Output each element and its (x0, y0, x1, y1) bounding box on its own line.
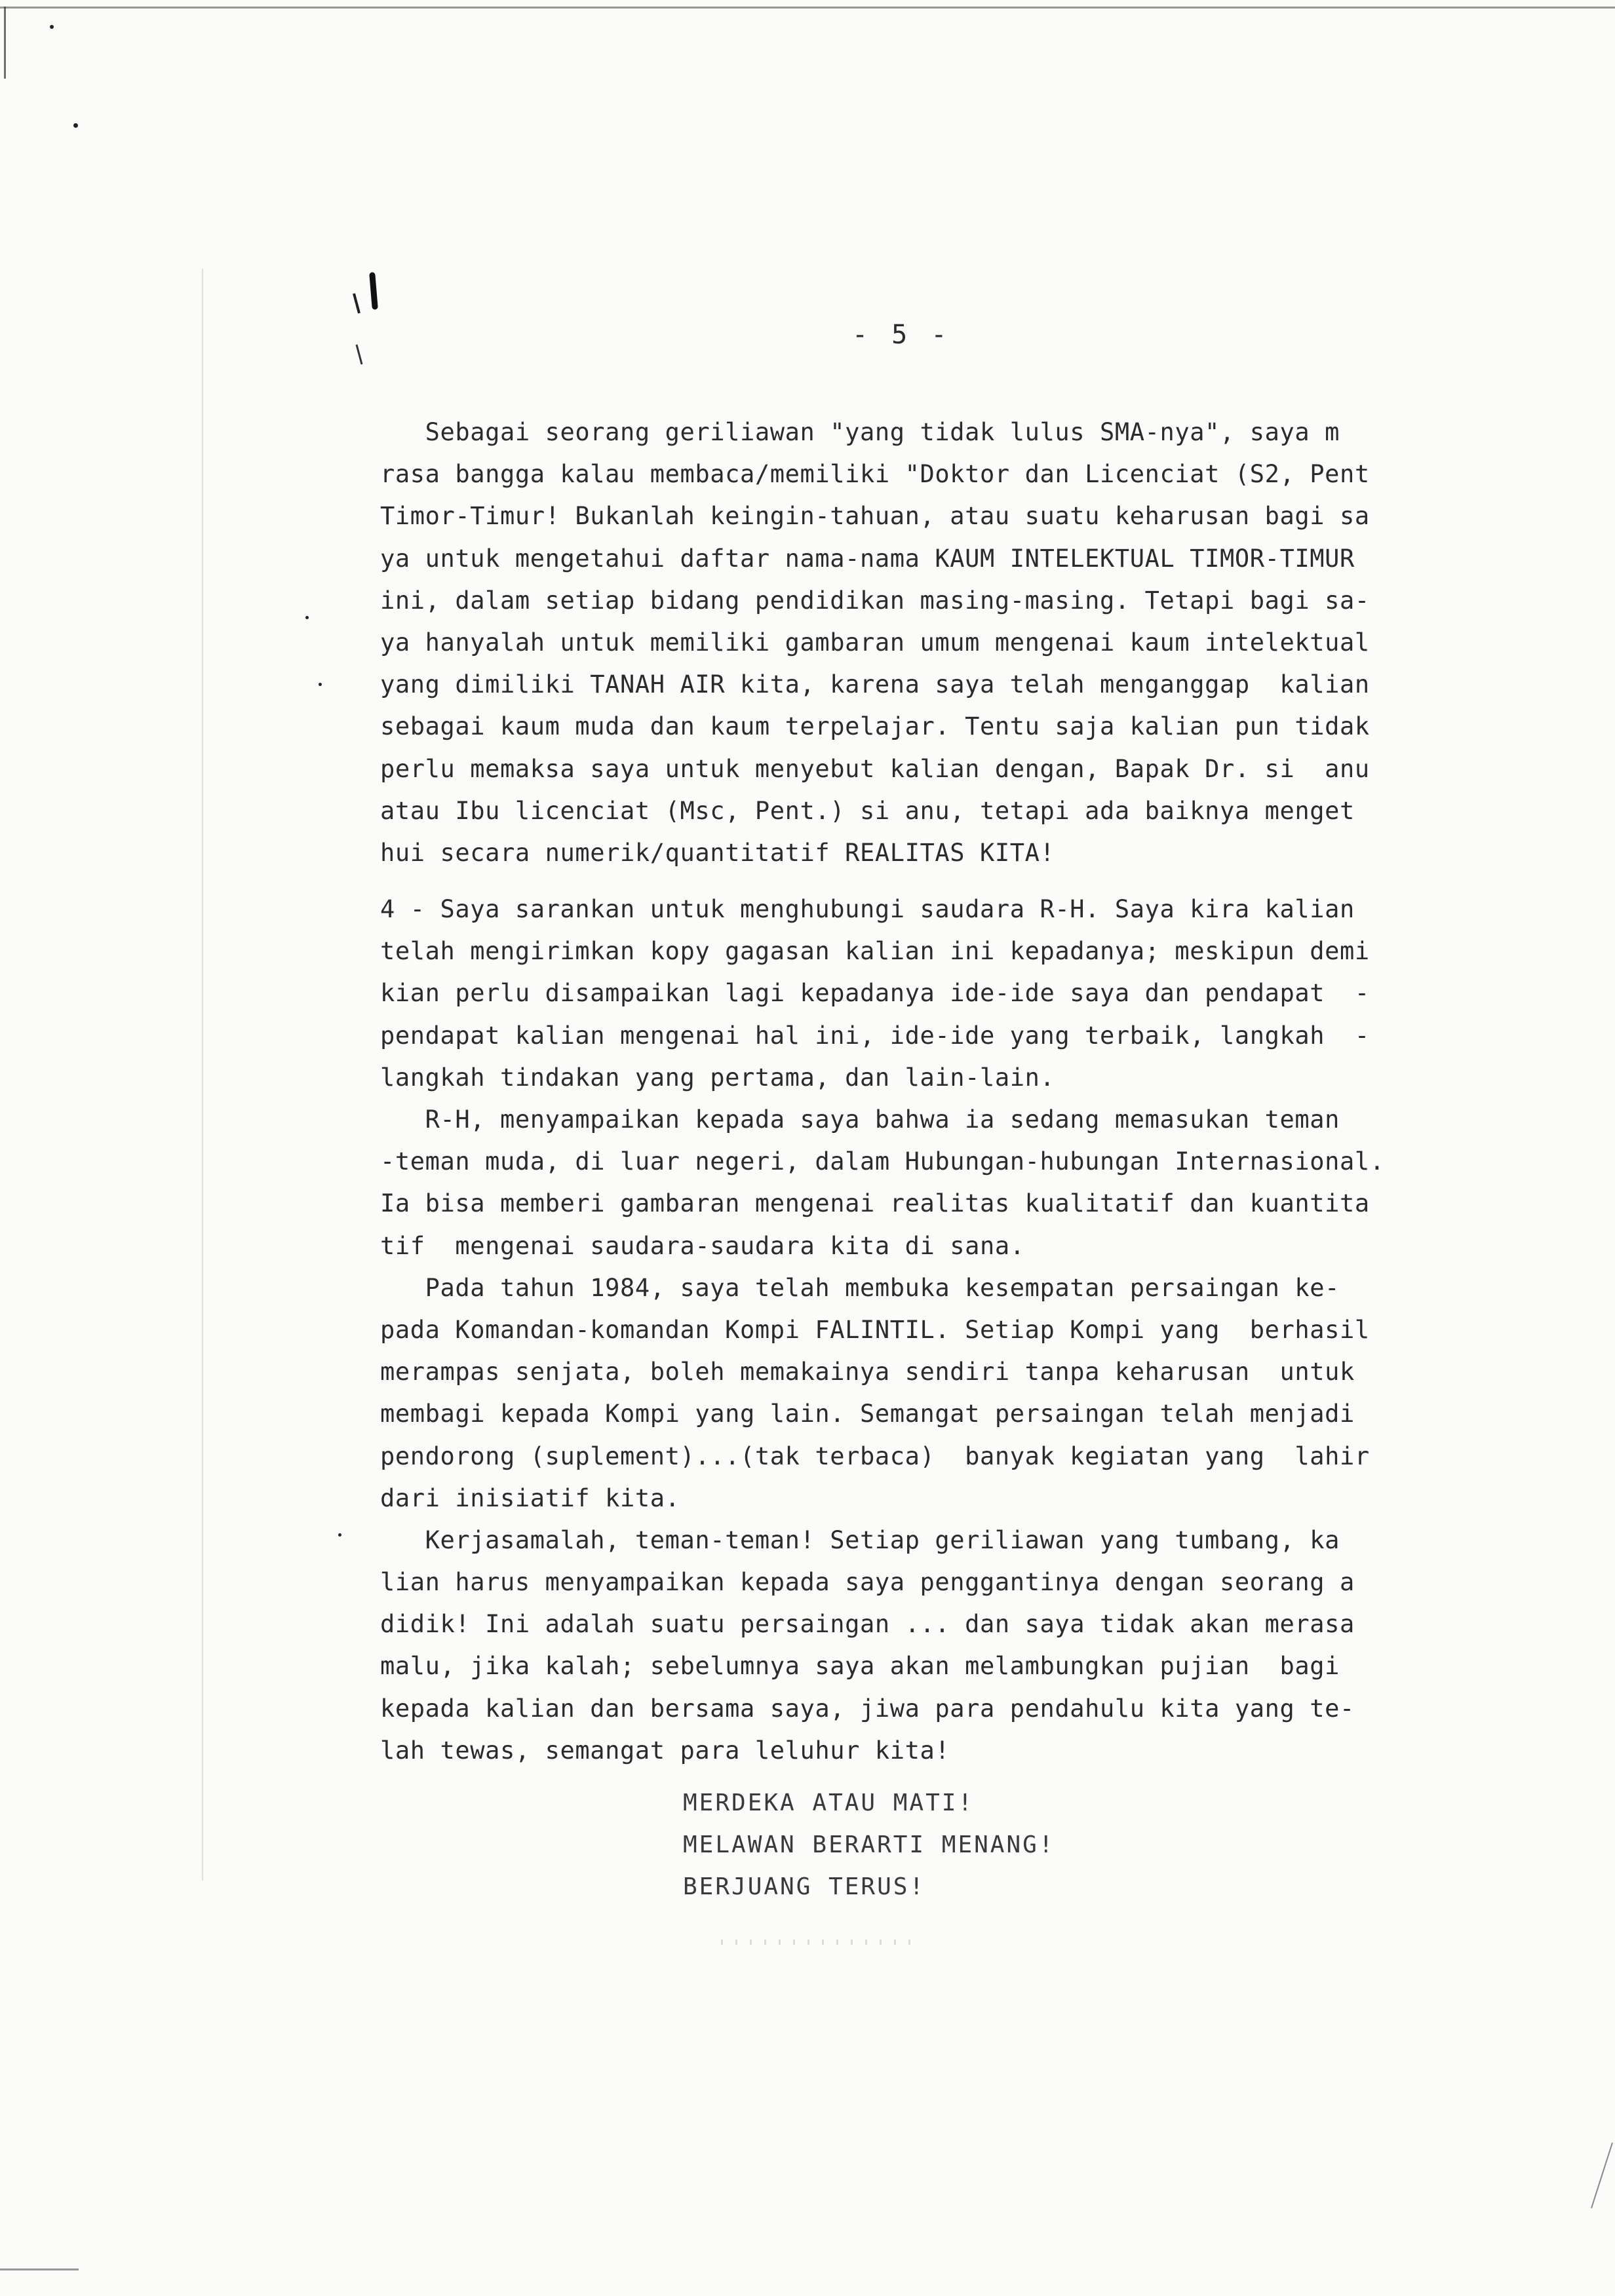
text-line: pendorong (suplement)...(tak terbaca) banyak kegiatan yang lahir (380, 1442, 1370, 1470)
margin-scribble (1580, 2136, 1615, 2215)
text-line: malu, jika kalah; sebelumnya saya akan melambungkan pujian bagi (380, 1652, 1340, 1681)
text-line: membagi kepada Kompi yang lain. Semangat persaingan telah menjadi (380, 1400, 1355, 1428)
text-line: atau Ibu licenciat (Msc, Pent.) si anu, tetapi ada baiknya menget (380, 796, 1355, 825)
text-line: -teman muda, di luar negeri, dalam Hubungan-hubungan Internasional. (380, 1147, 1385, 1176)
text-line: ya untuk mengetahui daftar nama-nama KAUM INTELEKTUAL TIMOR-TIMUR (380, 544, 1355, 573)
text-line: pada Komandan-komandan Kompi FALINTIL. Setiap Kompi yang berhasil (380, 1315, 1370, 1344)
text-line: kepada kalian dan bersama saya, jiwa para pendahulu kita yang te- (380, 1694, 1355, 1723)
closing-slogans (683, 1782, 1055, 1908)
text-line: pendapat kalian mengenai hal ini, ide-ide yang terbaik, langkah - (380, 1021, 1370, 1050)
margin-rule (202, 269, 203, 1881)
text-line: ini, dalam setiap bidang pendidikan masing-masing. Tetapi bagi sa- (380, 586, 1370, 615)
text-line: kian perlu disampaikan lagi kepadanya ide-ide saya dan pendapat - (380, 979, 1370, 1008)
text-line: 4 - Saya sarankan untuk menghubungi saudara R-H. Saya kira kalian (380, 895, 1355, 924)
text-line: telah mengirimkan kopy gagasan kalian ini kepadanya; meskipun demi (380, 937, 1370, 966)
text-line: Ia bisa memberi gambaran mengenai realitas kualitatif dan kuantita (380, 1189, 1370, 1218)
scan-edge-left (4, 7, 6, 79)
text-line: Timor-Timur! Bukanlah keingin-tahuan, atau suatu keharusan bagi sa (380, 502, 1370, 531)
text-line: ya hanyalah untuk memiliki gambaran umum mengenai kaum intelektual (380, 628, 1370, 657)
slogan-line: BERJUANG TERUS! (683, 1873, 926, 1900)
text-line: R-H, menyampaikan kepada saya bahwa ia sedang memasukan teman (380, 1105, 1340, 1134)
speck (305, 616, 309, 619)
paragraph-gap (380, 874, 1534, 889)
text-line: hui secara numerik/quantitatif REALITAS KITA! (380, 838, 1055, 867)
text-line: didik! Ini adalah suatu persaingan ... dan saya tidak akan merasa (380, 1610, 1355, 1639)
handwritten-tick-mark (346, 267, 385, 372)
text-line: lah tewas, semangat para leluhur kita! (380, 1736, 950, 1765)
scan-edge-top (0, 7, 1615, 9)
text-line: rasa bangga kalau membaca/memiliki "Doktor dan Licenciat (S2, Pent (380, 460, 1370, 489)
text-line: yang dimiliki TANAH AIR kita, karena saya telah menganggap kalian (380, 670, 1370, 699)
page-number: - 5 - (852, 320, 951, 350)
speck (338, 1533, 341, 1537)
slogan-line: MERDEKA ATAU MATI! (683, 1789, 975, 1816)
text-line: dari inisiatif kita. (380, 1483, 680, 1512)
body-text (380, 411, 1534, 1772)
speck (73, 123, 78, 128)
text-line: merampas senjata, boleh memakainya sendiri tanpa keharusan untuk (380, 1358, 1355, 1387)
text-line: Pada tahun 1984, saya telah membuka kesempatan persaingan ke- (380, 1273, 1340, 1302)
faint-dots (721, 1940, 918, 1945)
text-line: sebagai kaum muda dan kaum terpelajar. Tentu saja kalian pun tidak (380, 712, 1370, 741)
speck (50, 25, 54, 29)
text-line: lian harus menyampaikan kepada saya penggantinya dengan seorang a (380, 1568, 1355, 1597)
text-line: tif mengenai saudara-saudara kita di sana. (380, 1231, 1025, 1260)
scan-edge-bottom (0, 2268, 79, 2270)
text-line: langkah tindakan yang pertama, dan lain-lain. (380, 1063, 1055, 1092)
speck (319, 683, 322, 686)
slogan-line: MELAWAN BERARTI MENANG! (683, 1831, 1055, 1858)
text-line: Sebagai seorang geriliawan "yang tidak lulus SMA-nya", saya m (380, 418, 1340, 446)
text-line: perlu memaksa saya untuk menyebut kalian dengan, Bapak Dr. si anu (380, 754, 1370, 783)
text-line: Kerjasamalah, teman-teman! Setiap geriliawan yang tumbang, ka (380, 1525, 1340, 1554)
